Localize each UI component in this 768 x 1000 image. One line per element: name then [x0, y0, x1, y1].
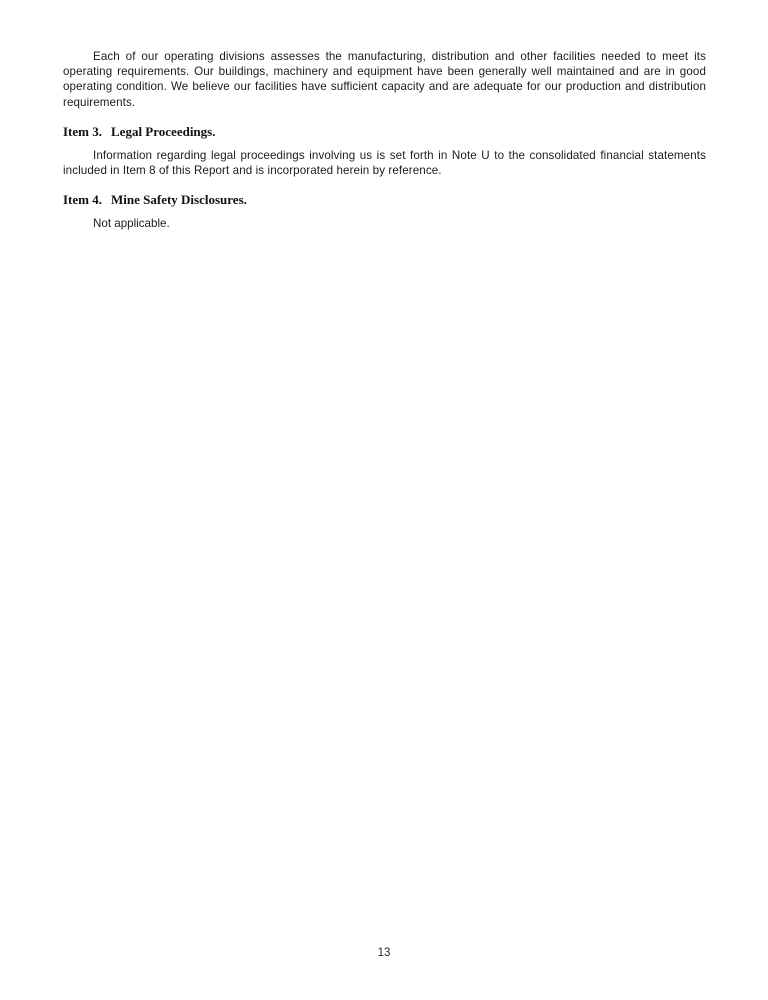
item3-heading-title: Legal Proceedings. — [111, 123, 216, 139]
facilities-paragraph: Each of our operating divisions assesses the manufacturing, distribution and other facilities needed to meet its operating requirements. Our buildings, machinery and equipment have been generally well maintained and are in good operating condition. We believe our facilities have sufficient capacity and are adequate for our production and distribution requirements. — [63, 50, 706, 109]
item3-heading — [63, 124, 706, 139]
item4-heading — [63, 192, 706, 207]
page-number: 13 — [377, 947, 391, 959]
document-body — [0, 0, 768, 231]
item4-heading-label: Item 4. — [63, 192, 102, 208]
item3-heading-label: Item 3. — [63, 123, 102, 139]
item4-body-text: Not applicable. — [93, 217, 170, 231]
item4-heading-title: Mine Safety Disclosures. — [111, 192, 247, 208]
item3-body-paragraph: Information regarding legal proceedings involving us is set forth in Note U to the consolidated financial statements included in Item 8 of this Report and is incorporated herein by reference. — [63, 148, 706, 178]
